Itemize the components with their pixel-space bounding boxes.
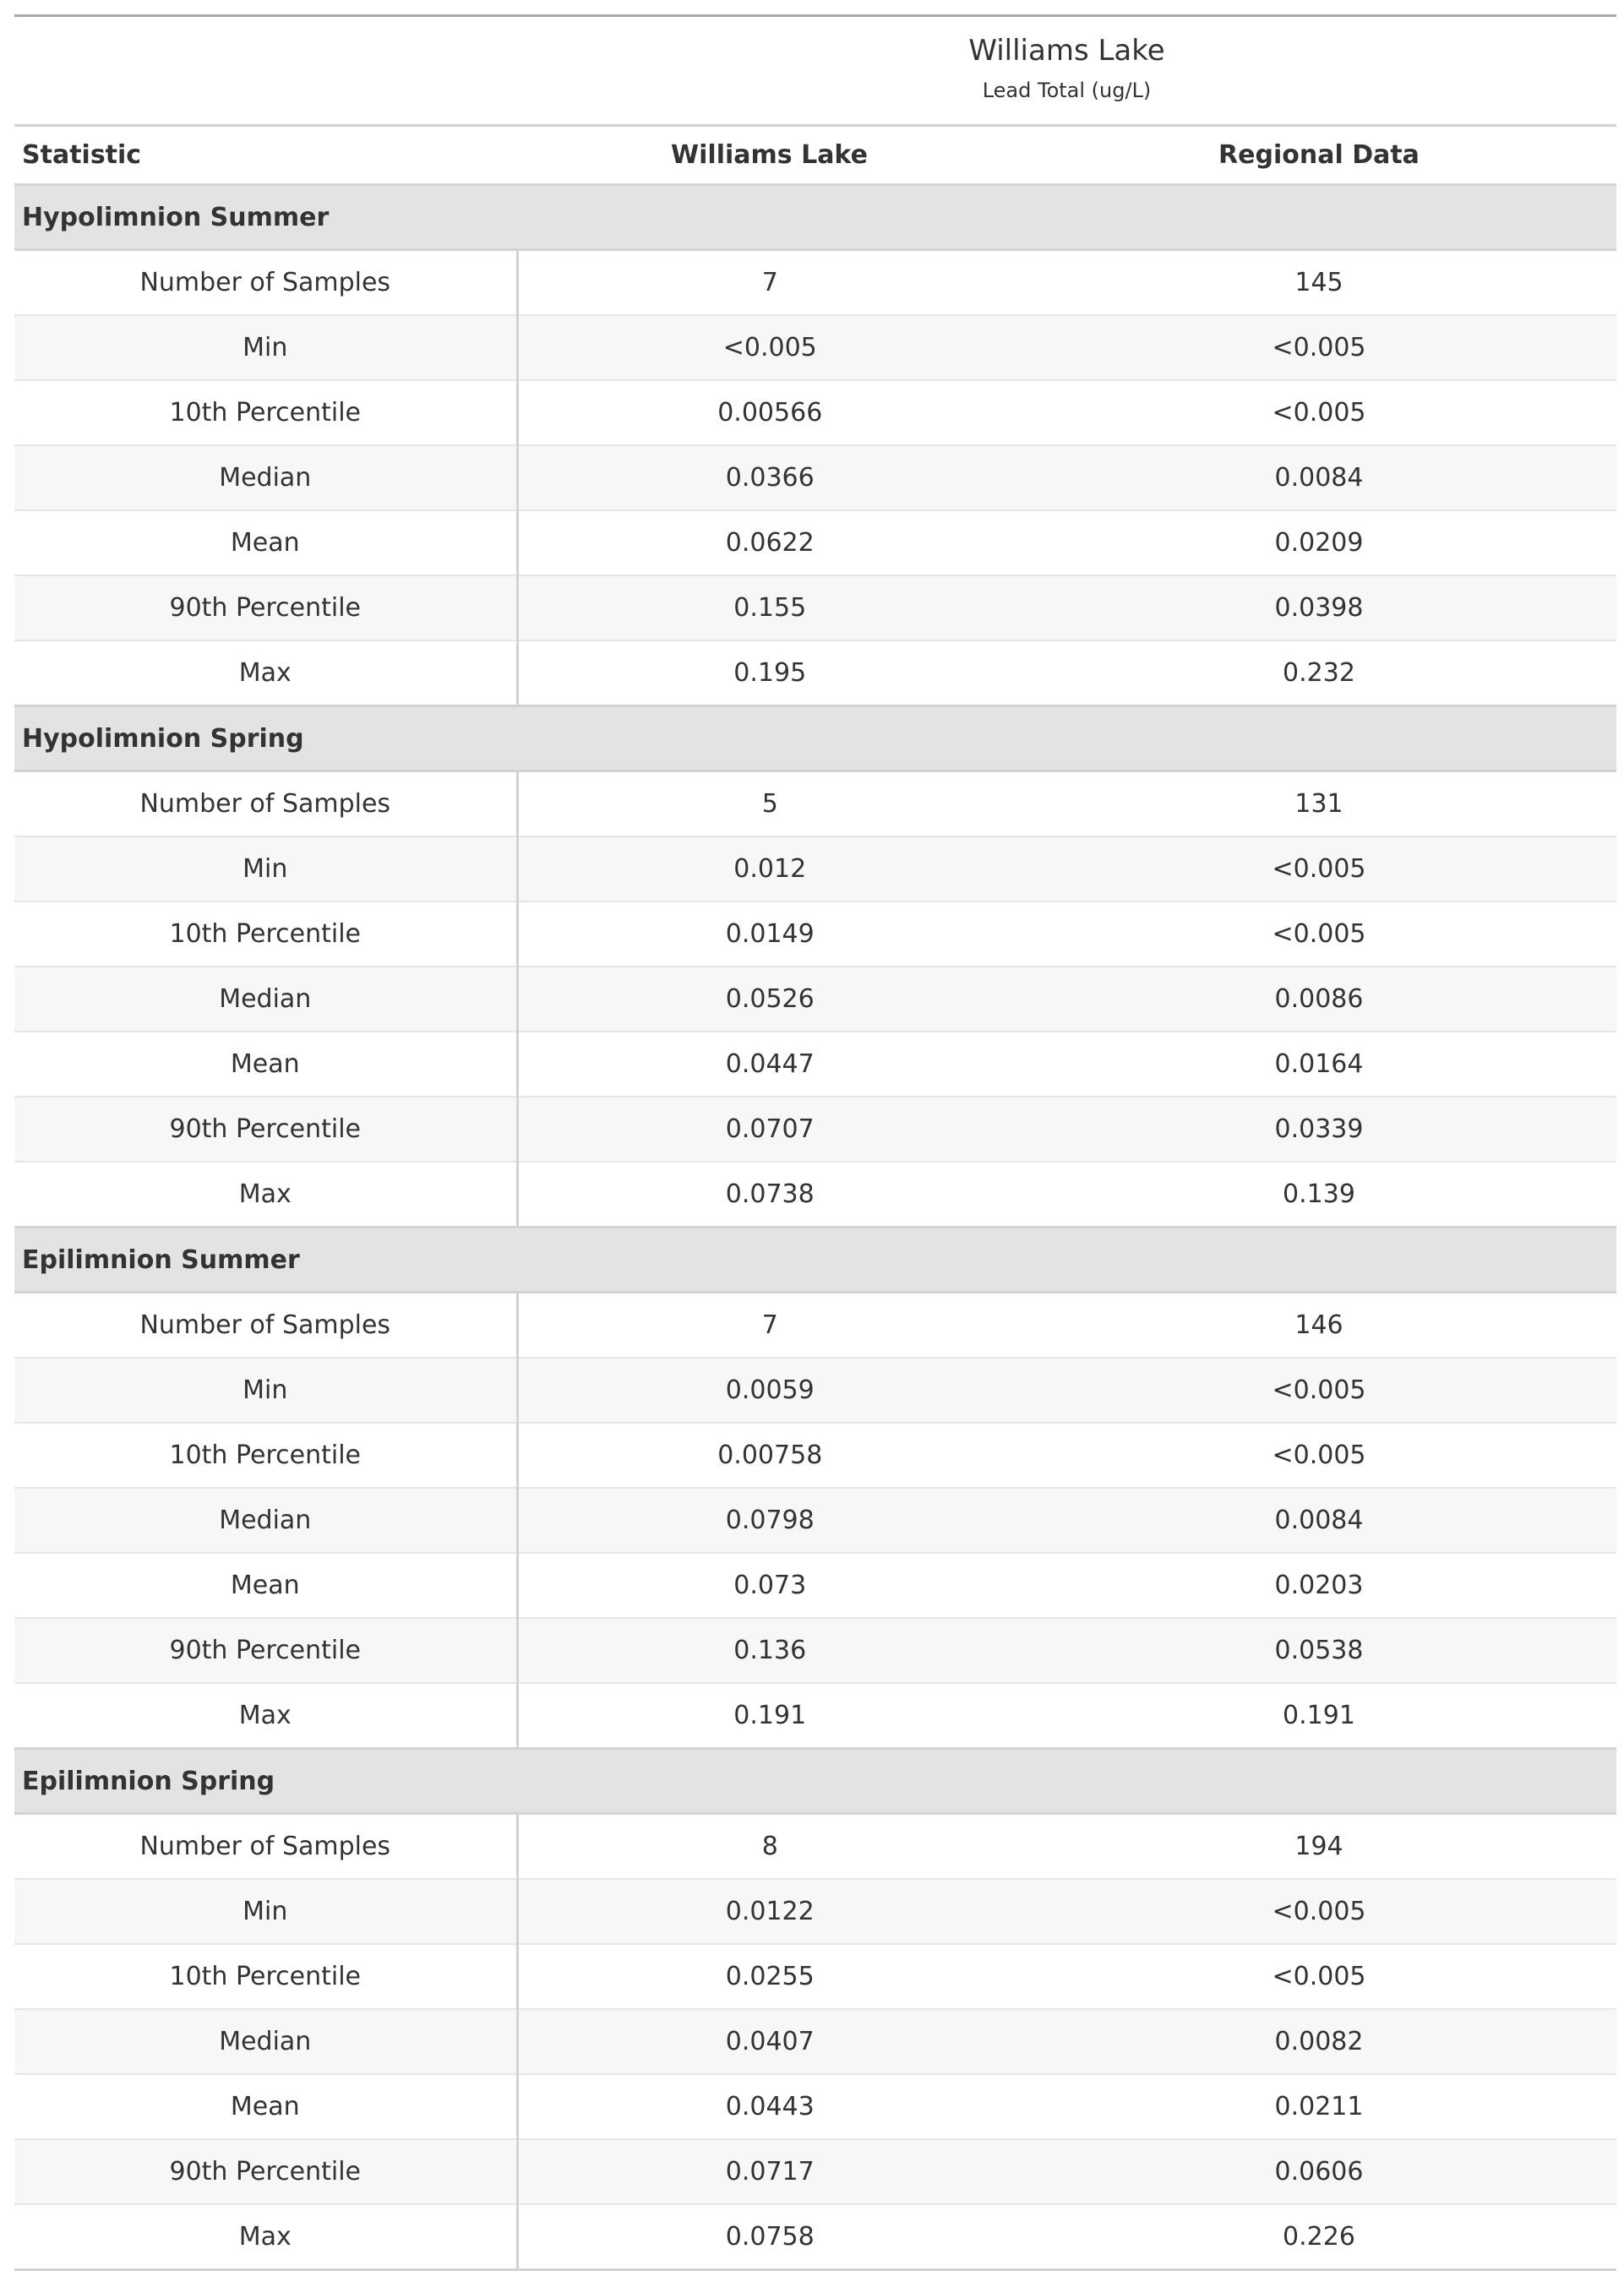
table-row bbox=[14, 1423, 1616, 1488]
statistic-cell: 10th Percentile bbox=[14, 1423, 517, 1488]
regional-data-value-cell: 0.0339 bbox=[1022, 1097, 1616, 1162]
table-row bbox=[14, 836, 1616, 901]
table-row bbox=[14, 575, 1616, 640]
regional-data-value-cell: 131 bbox=[1022, 771, 1616, 837]
table-row bbox=[14, 1553, 1616, 1618]
williams-lake-value-cell: 0.0526 bbox=[517, 967, 1022, 1032]
regional-data-value-cell: <0.005 bbox=[1022, 1944, 1616, 2009]
group-label: Epilimnion Spring bbox=[14, 1749, 1616, 1814]
williams-lake-value-cell: 0.0407 bbox=[517, 2009, 1022, 2074]
group-label: Hypolimnion Summer bbox=[14, 185, 1616, 250]
column-header-williams-lake: Williams Lake bbox=[517, 126, 1022, 185]
williams-lake-value-cell: 0.0758 bbox=[517, 2204, 1022, 2270]
statistic-cell: 90th Percentile bbox=[14, 575, 517, 640]
williams-lake-value-cell: 0.0255 bbox=[517, 1944, 1022, 2009]
group-header-row bbox=[14, 1749, 1616, 1814]
williams-lake-value-cell: 0.00758 bbox=[517, 1423, 1022, 1488]
regional-data-value-cell: <0.005 bbox=[1022, 901, 1616, 967]
statistic-cell: 10th Percentile bbox=[14, 1944, 517, 2009]
statistic-cell: Mean bbox=[14, 2074, 517, 2139]
group-label: Epilimnion Summer bbox=[14, 1228, 1616, 1293]
williams-lake-value-cell: 0.0707 bbox=[517, 1097, 1022, 1162]
statistic-cell: Number of Samples bbox=[14, 250, 517, 316]
williams-lake-value-cell: 0.0059 bbox=[517, 1358, 1022, 1423]
statistic-cell: 90th Percentile bbox=[14, 1097, 517, 1162]
group-label: Hypolimnion Spring bbox=[14, 706, 1616, 771]
table-row bbox=[14, 2204, 1616, 2270]
statistic-cell: Mean bbox=[14, 1032, 517, 1097]
statistic-cell: 10th Percentile bbox=[14, 901, 517, 967]
williams-lake-value-cell: 0.0122 bbox=[517, 1879, 1022, 1944]
table-row bbox=[14, 380, 1616, 445]
regional-data-value-cell: 0.0086 bbox=[1022, 967, 1616, 1032]
regional-data-value-cell: <0.005 bbox=[1022, 836, 1616, 901]
column-header-row bbox=[14, 126, 1616, 185]
table-row bbox=[14, 2139, 1616, 2204]
williams-lake-value-cell: 0.0798 bbox=[517, 1488, 1022, 1553]
regional-data-value-cell: 0.191 bbox=[1022, 1683, 1616, 1749]
statistic-cell: Number of Samples bbox=[14, 771, 517, 837]
regional-data-value-cell: 0.0606 bbox=[1022, 2139, 1616, 2204]
statistic-cell: 90th Percentile bbox=[14, 1618, 517, 1683]
williams-lake-value-cell: 0.073 bbox=[517, 1553, 1022, 1618]
table-row bbox=[14, 1944, 1616, 2009]
williams-lake-value-cell: 0.0622 bbox=[517, 510, 1022, 575]
regional-data-value-cell: 0.0398 bbox=[1022, 575, 1616, 640]
regional-data-value-cell: 194 bbox=[1022, 1814, 1616, 1880]
table-row bbox=[14, 1488, 1616, 1553]
regional-data-value-cell: <0.005 bbox=[1022, 380, 1616, 445]
table-row bbox=[14, 771, 1616, 837]
regional-data-value-cell: 0.0084 bbox=[1022, 1488, 1616, 1553]
summary-table bbox=[14, 14, 1616, 2271]
regional-data-value-cell: 145 bbox=[1022, 250, 1616, 316]
williams-lake-value-cell: 0.155 bbox=[517, 575, 1022, 640]
williams-lake-value-cell: 0.0447 bbox=[517, 1032, 1022, 1097]
williams-lake-value-cell: 0.00566 bbox=[517, 380, 1022, 445]
table-row bbox=[14, 445, 1616, 510]
table-row bbox=[14, 2009, 1616, 2074]
regional-data-value-cell: <0.005 bbox=[1022, 1423, 1616, 1488]
table-row bbox=[14, 1618, 1616, 1683]
table-subtitle: Lead Total (ug/L) bbox=[982, 79, 1152, 102]
column-header-regional-data: Regional Data bbox=[1022, 126, 1616, 185]
williams-lake-value-cell: 0.0443 bbox=[517, 2074, 1022, 2139]
regional-data-value-cell: 0.0538 bbox=[1022, 1618, 1616, 1683]
regional-data-value-cell: 0.0203 bbox=[1022, 1553, 1616, 1618]
table-row bbox=[14, 1879, 1616, 1944]
statistic-cell: Mean bbox=[14, 510, 517, 575]
statistic-cell: Max bbox=[14, 1683, 517, 1749]
table-row bbox=[14, 2074, 1616, 2139]
regional-data-value-cell: <0.005 bbox=[1022, 1879, 1616, 1944]
table-row bbox=[14, 640, 1616, 706]
table-row bbox=[14, 250, 1616, 316]
statistic-cell: Median bbox=[14, 967, 517, 1032]
williams-lake-value-cell: 7 bbox=[517, 1293, 1022, 1359]
statistic-cell: Median bbox=[14, 445, 517, 510]
williams-lake-value-cell: 0.195 bbox=[517, 640, 1022, 706]
statistic-cell: Min bbox=[14, 1879, 517, 1944]
table-row bbox=[14, 510, 1616, 575]
table-row bbox=[14, 1683, 1616, 1749]
statistic-cell: Min bbox=[14, 836, 517, 901]
summary-table-container bbox=[14, 14, 1616, 2271]
williams-lake-value-cell: 0.0149 bbox=[517, 901, 1022, 967]
williams-lake-value-cell: 7 bbox=[517, 250, 1022, 316]
williams-lake-value-cell: 0.0366 bbox=[517, 445, 1022, 510]
williams-lake-value-cell: 0.0738 bbox=[517, 1162, 1022, 1228]
statistic-cell: Median bbox=[14, 1488, 517, 1553]
table-row bbox=[14, 1032, 1616, 1097]
williams-lake-value-cell: <0.005 bbox=[517, 315, 1022, 380]
williams-lake-value-cell: 8 bbox=[517, 1814, 1022, 1880]
williams-lake-value-cell: 0.136 bbox=[517, 1618, 1022, 1683]
table-row bbox=[14, 315, 1616, 380]
williams-lake-value-cell: 0.012 bbox=[517, 836, 1022, 901]
table-heading bbox=[517, 17, 1616, 103]
table-row bbox=[14, 967, 1616, 1032]
regional-data-value-cell: <0.005 bbox=[1022, 315, 1616, 380]
table-body bbox=[14, 185, 1616, 2270]
statistic-cell: Max bbox=[14, 2204, 517, 2270]
regional-data-value-cell: 0.0211 bbox=[1022, 2074, 1616, 2139]
regional-data-value-cell: 0.0164 bbox=[1022, 1032, 1616, 1097]
statistic-cell: Min bbox=[14, 315, 517, 380]
statistic-cell: Min bbox=[14, 1358, 517, 1423]
statistic-cell: Mean bbox=[14, 1553, 517, 1618]
regional-data-value-cell: 146 bbox=[1022, 1293, 1616, 1359]
table-row bbox=[14, 1814, 1616, 1880]
table-row bbox=[14, 1358, 1616, 1423]
williams-lake-value-cell: 0.191 bbox=[517, 1683, 1022, 1749]
regional-data-value-cell: <0.005 bbox=[1022, 1358, 1616, 1423]
group-header-row bbox=[14, 185, 1616, 250]
table-title: Williams Lake bbox=[968, 34, 1165, 68]
statistic-cell: Median bbox=[14, 2009, 517, 2074]
statistic-cell: Max bbox=[14, 1162, 517, 1228]
statistic-cell: 10th Percentile bbox=[14, 380, 517, 445]
group-header-row bbox=[14, 706, 1616, 771]
statistic-cell: Number of Samples bbox=[14, 1293, 517, 1359]
statistic-cell: Number of Samples bbox=[14, 1814, 517, 1880]
regional-data-value-cell: 0.0082 bbox=[1022, 2009, 1616, 2074]
table-row bbox=[14, 901, 1616, 967]
table-row bbox=[14, 1097, 1616, 1162]
statistic-cell: Max bbox=[14, 640, 517, 706]
regional-data-value-cell: 0.139 bbox=[1022, 1162, 1616, 1228]
statistic-cell: 90th Percentile bbox=[14, 2139, 517, 2204]
table-row bbox=[14, 1162, 1616, 1228]
regional-data-value-cell: 0.226 bbox=[1022, 2204, 1616, 2270]
table-title-row bbox=[14, 16, 1616, 126]
column-header-statistic: Statistic bbox=[14, 126, 517, 185]
williams-lake-value-cell: 0.0717 bbox=[517, 2139, 1022, 2204]
regional-data-value-cell: 0.232 bbox=[1022, 640, 1616, 706]
regional-data-value-cell: 0.0084 bbox=[1022, 445, 1616, 510]
group-header-row bbox=[14, 1228, 1616, 1293]
table-row bbox=[14, 1293, 1616, 1359]
williams-lake-value-cell: 5 bbox=[517, 771, 1022, 837]
regional-data-value-cell: 0.0209 bbox=[1022, 510, 1616, 575]
